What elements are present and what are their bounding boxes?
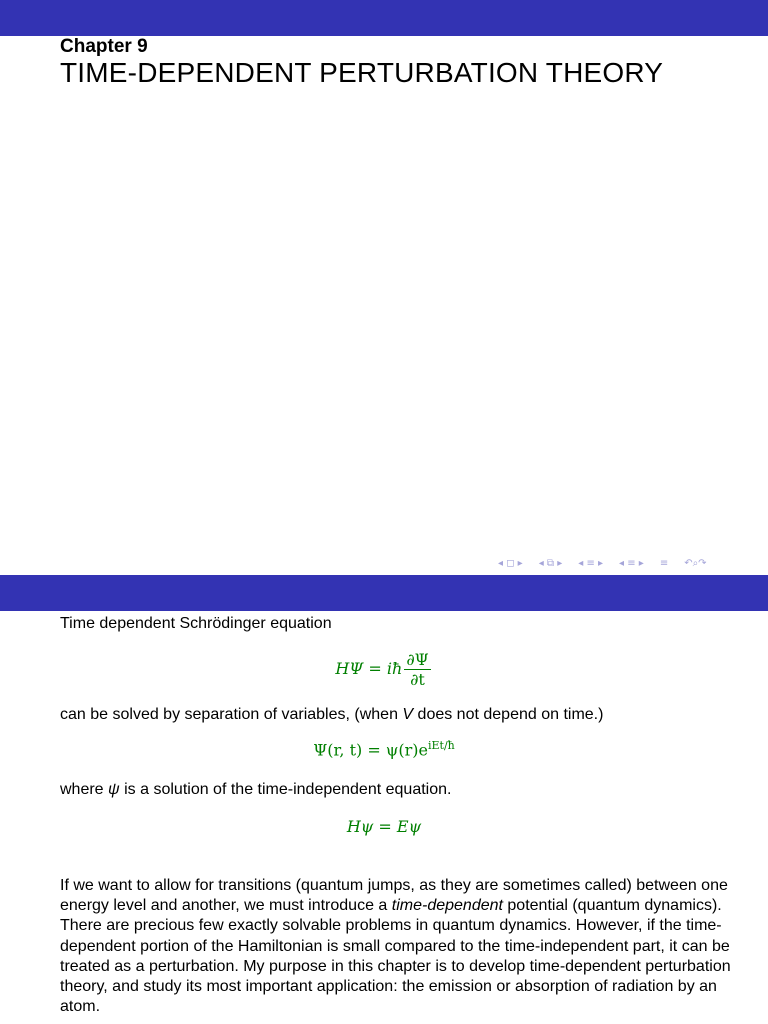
chapter-title: TIME-DEPENDENT PERTURBATION THEORY	[60, 57, 664, 88]
solution-text	[60, 780, 451, 800]
paragraph-emphasis: time-dependent	[391, 897, 503, 915]
nav-subsection-icon[interactable]: ◂ ≡ ▸	[578, 557, 604, 569]
solution-text-start: where	[60, 781, 109, 798]
nav-toc-icon[interactable]: ≡	[659, 557, 669, 569]
content-slide	[0, 575, 768, 1024]
potential-variable: V	[402, 706, 414, 723]
fraction-denominator: ∂t	[410, 670, 425, 689]
separation-text	[60, 705, 603, 725]
header-bar	[0, 0, 768, 36]
chapter-label: Chapter 9	[60, 36, 148, 57]
fraction-numerator: ∂Ψ	[406, 650, 429, 669]
intro-text: Time dependent Schrödinger equation	[60, 615, 332, 632]
time-independent-equation	[0, 817, 768, 836]
separation-text-start: can be solved by separation of variables, (when	[60, 706, 403, 723]
nav-frame-icon[interactable]: ◂ ⧉ ▸	[538, 557, 563, 569]
equation-content: Hψ = Eψ	[346, 817, 422, 836]
separation-text-end: does not depend on time.)	[413, 706, 604, 723]
equation-base: Ψ(r, t) = ψ(r)e	[313, 740, 428, 760]
separation-equation	[0, 739, 768, 759]
psi-variable: ψ	[108, 781, 120, 798]
nav-first-icon[interactable]: ◂ ◻ ▸	[498, 557, 523, 569]
equation-exponent: iEt/ħ	[427, 739, 455, 752]
nav-section-icon[interactable]: ◂ ≡ ▸	[619, 557, 644, 569]
explanation-paragraph	[60, 876, 740, 1017]
navigation-bar	[498, 555, 763, 571]
partial-fraction	[404, 650, 430, 689]
solution-text-end: is a solution of the time-independent equation.	[119, 781, 452, 798]
schrodinger-equation	[0, 650, 768, 689]
nav-search-icon[interactable]: ↶⌕↷	[684, 557, 707, 569]
paragraph-end: potential (quantum dynamics). There are precious few exactly solvable problems in quantum dynamics. However, if the time-dependent portion of the Hamiltonian is small compared to the time-independent part, it can be treated as a perturbation. My purpose in this chapter is to develop time-dependent perturbation theory, and study its most important application: the emission or absorption of radiation by an atom.	[60, 897, 731, 1016]
equation-lhs: HΨ = iħ	[335, 659, 403, 678]
header-bar	[0, 575, 768, 611]
paragraph-start: If we want to allow for transitions (quantum jumps, as they are sometimes called) between one energy level and another, we must introduce a	[60, 877, 728, 915]
